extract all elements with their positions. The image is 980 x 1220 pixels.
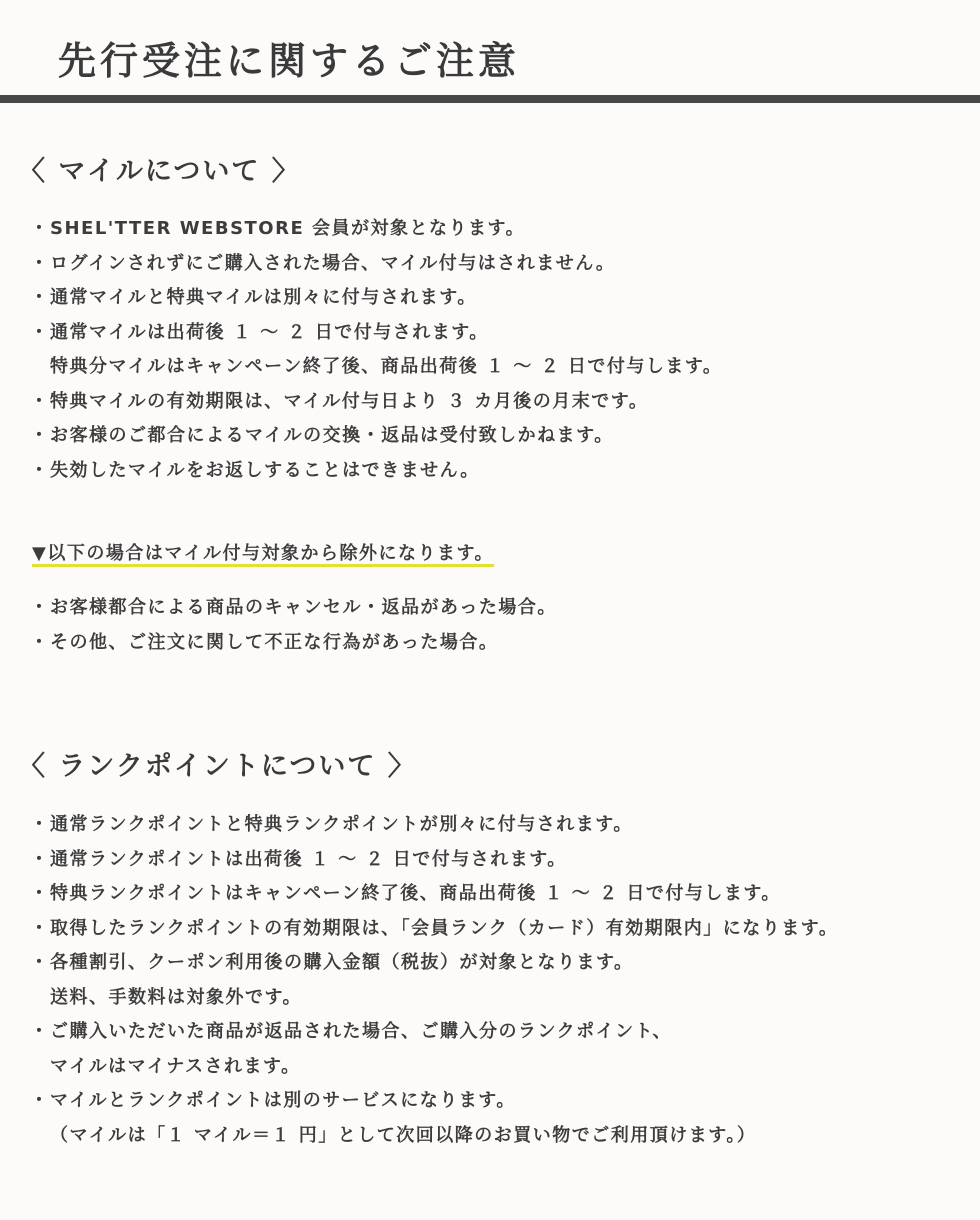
list-item-continuation: （マイルは「１ マイル＝１ 円」として次回以降のお買い物でご利用頂けます。） xyxy=(50,1124,757,1146)
rank-section-heading: 〈 ランクポイントについて 〉 xyxy=(18,751,417,782)
list-item-text: 取得したランクポイントの有効期限は、「会員ランク（カード）有効期限内」になります。 xyxy=(50,917,839,939)
list-item-text: ご購入いただいた商品が返品された場合、ご購入分のランクポイント、 xyxy=(50,1021,673,1042)
bullet-mark: ・ xyxy=(30,631,50,653)
list-item-text: 通常マイルは出荷後 １ 〜 ２ 日で付与されます。 xyxy=(50,321,489,343)
list-item-continuation: 特典分マイルはキャンペーン終了後、商品出荷後 １ 〜 ２ 日で付与します。 xyxy=(50,356,723,377)
bullet-mark: ・ xyxy=(30,952,50,973)
list-item xyxy=(30,946,838,1015)
list-item-text: 通常ランクポイントは出荷後 １ 〜 ２ 日で付与されます。 xyxy=(50,848,567,870)
list-item xyxy=(30,1084,838,1153)
bullet-mark: ・ xyxy=(30,321,50,343)
title-divider xyxy=(0,95,980,103)
bullet-mark: ・ xyxy=(30,597,50,618)
miles-list xyxy=(30,212,722,488)
rank-list xyxy=(30,808,838,1153)
list-item-continuation: 送料、手数料は対象外です。 xyxy=(50,986,303,1008)
bullet-mark: ・ xyxy=(30,252,50,274)
list-item xyxy=(30,385,722,420)
list-item xyxy=(30,808,838,843)
bullet-mark: ・ xyxy=(30,1021,50,1042)
list-item xyxy=(30,419,722,454)
exclusion-list xyxy=(30,591,557,660)
bullet-mark: ・ xyxy=(30,218,50,239)
bullet-mark: ・ xyxy=(30,1090,50,1111)
page-title: 先行受注に関するご注意 xyxy=(58,39,521,83)
bullet-mark: ・ xyxy=(30,814,50,835)
miles-section-heading: 〈 マイルについて 〉 xyxy=(18,156,301,187)
list-item-text: マイルとランクポイントは別のサービスになります。 xyxy=(50,1090,516,1111)
list-item xyxy=(30,1015,838,1084)
list-item xyxy=(30,316,722,385)
list-item-text: お客様のご都合によるマイルの交換・返品は受付致しかねます。 xyxy=(50,425,614,446)
list-item-continuation: マイルはマイナスされます。 xyxy=(50,1055,301,1077)
exclusion-heading: ▼以下の場合はマイル付与対象から除外になります。 xyxy=(32,539,494,571)
list-item-text: お客様都合による商品のキャンセル・返品があった場合。 xyxy=(50,597,557,618)
list-item-text: 特典マイルの有効期限は、マイル付与日より ３ カ月後の月末です。 xyxy=(50,390,649,412)
list-item-text: ログインされずにご購入された場合、マイル付与はされません。 xyxy=(50,252,616,274)
bullet-mark: ・ xyxy=(30,459,50,481)
bullet-mark: ・ xyxy=(30,848,50,870)
list-item xyxy=(30,626,557,661)
list-item-text: SHEL'TTER WEBSTORE 会員が対象となります。 xyxy=(50,218,526,239)
list-item xyxy=(30,247,722,282)
list-item-text: 通常ランクポイントと特典ランクポイントが別々に付与されます。 xyxy=(50,814,633,835)
list-item xyxy=(30,843,838,878)
list-item xyxy=(30,281,722,316)
list-item-text: 各種割引、クーポン利用後の購入金額（税抜）が対象となります。 xyxy=(50,952,634,973)
list-item-text: 失効したマイルをお返しすることはできません。 xyxy=(50,459,480,481)
list-item xyxy=(30,212,722,247)
bullet-mark: ・ xyxy=(30,917,50,939)
list-item xyxy=(30,591,557,626)
list-item-text: その他、ご注文に関して不正な行為があった場合。 xyxy=(50,631,499,653)
list-item xyxy=(30,912,838,947)
list-item-text: 通常マイルと特典マイルは別々に付与されます。 xyxy=(50,287,477,308)
bullet-mark: ・ xyxy=(30,390,50,412)
bullet-mark: ・ xyxy=(30,287,50,308)
bullet-mark: ・ xyxy=(30,883,50,904)
list-item xyxy=(30,877,838,912)
list-item xyxy=(30,454,722,489)
list-item-text: 特典ランクポイントはキャンペーン終了後、商品出荷後 １ 〜 ２ 日で付与します。 xyxy=(50,883,781,904)
bullet-mark: ・ xyxy=(30,425,50,446)
